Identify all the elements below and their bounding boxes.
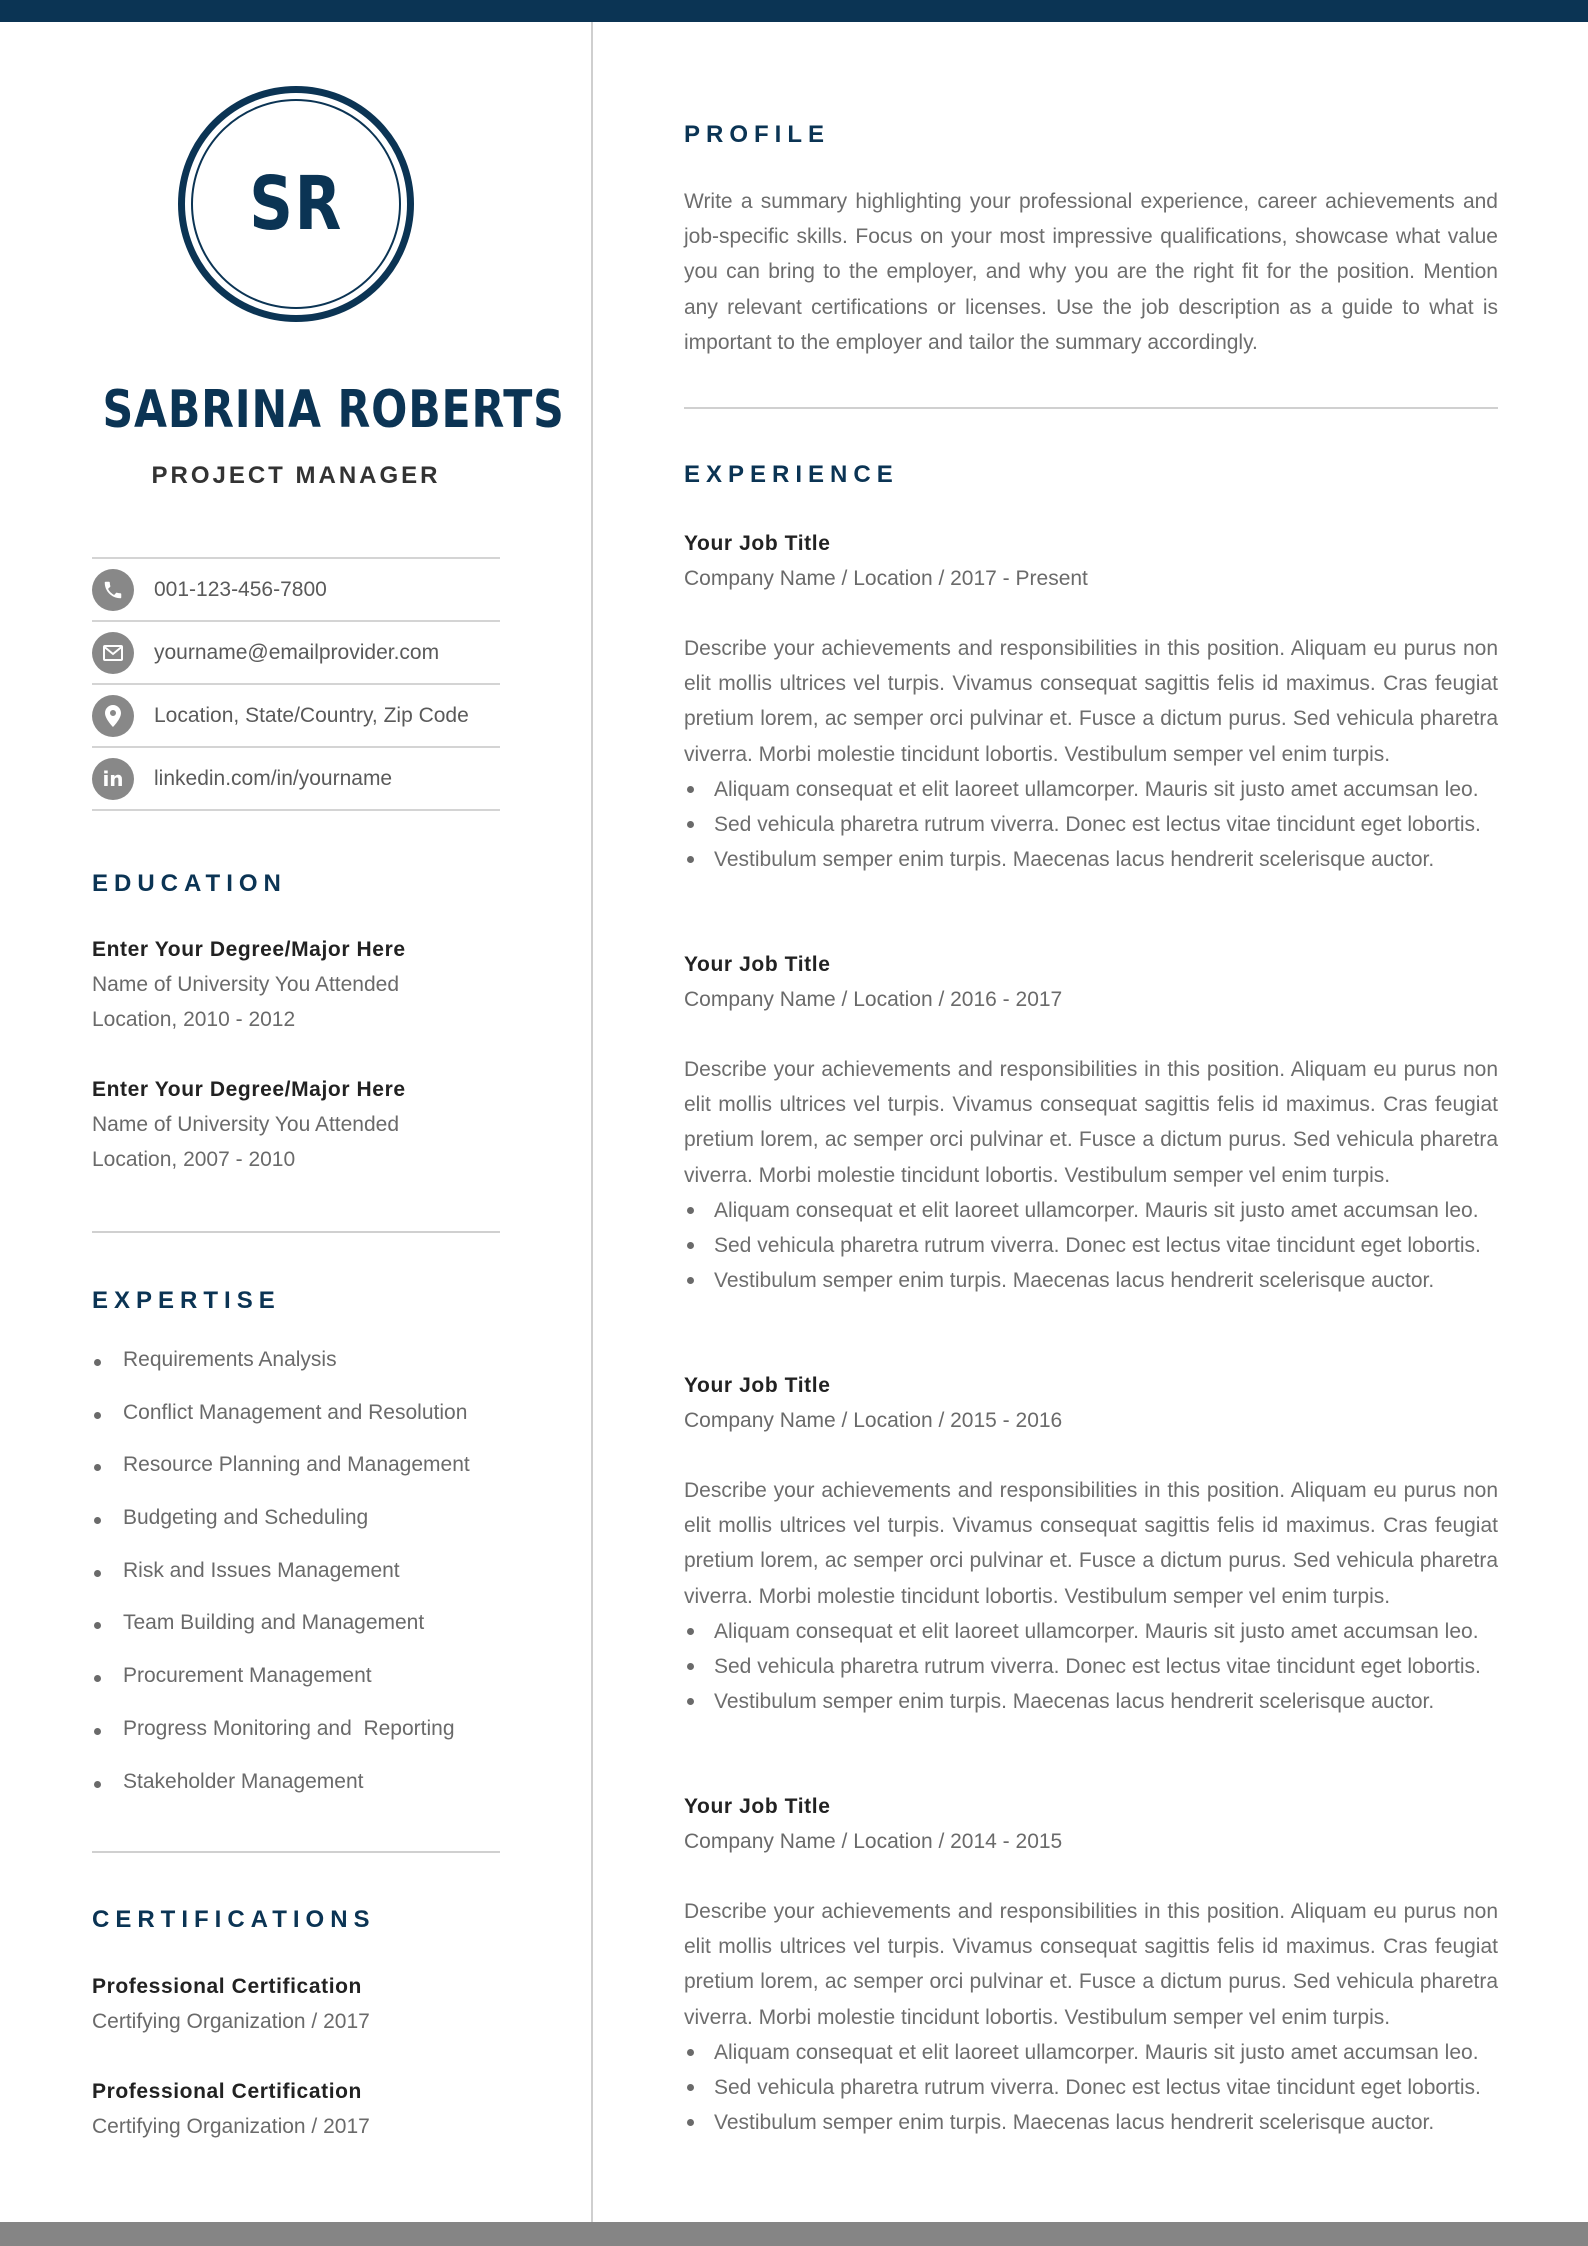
expertise-list [92,1348,470,1822]
job-company: Company Name / Location / 2017 - Present [684,567,1088,590]
bullet-dot [94,1464,101,1471]
bullet-dot [94,1517,101,1524]
contact-location-text: Location, State/Country, Zip Code [154,703,469,727]
certification-name-2: Professional Certification [92,2080,362,2103]
bullet-dot [687,2119,694,2126]
bullet-dot [94,1728,101,1735]
certification-org-1: Certifying Organization / 2017 [92,2010,370,2033]
experience-heading: EXPERIENCE [684,461,899,488]
job-bullet-text: Sed vehicula pharetra rutrum viverra. Donec est lectus vitae tincidunt eget lobortis. [714,2076,1481,2100]
bullet-dot [687,1628,694,1635]
candidate-title: PROJECT MANAGER [151,462,441,489]
candidate-name: SABRINA ROBERTS [102,380,565,440]
monogram-inner-ring [191,99,401,309]
job-bullet-text: Aliquam consequat et elit laoreet ullamcorper. Mauris sit justo amet accumsan leo. [714,2040,1479,2064]
expertise-item-text: Procurement Management [123,1664,372,1688]
expertise-heading: EXPERTISE [92,1287,281,1314]
bullet-dot [687,1242,694,1249]
bullet-dot [94,1359,101,1366]
bullet-dot [687,786,694,793]
job-title: Your Job Title [684,1795,831,1818]
job-bullet-text: Vestibulum semper enim turpis. Maecenas lacus hendrerit scelerisque auctor. [714,1690,1435,1714]
job-bullet [684,1193,1498,1228]
job-bullet-text: Vestibulum semper enim turpis. Maecenas lacus hendrerit scelerisque auctor. [714,2111,1435,2135]
job-bullet-text: Sed vehicula pharetra rutrum viverra. Donec est lectus vitae tincidunt eget lobortis. [714,1655,1481,1679]
education-degree-2: Enter Your Degree/Major Here [92,1078,406,1101]
bullet-dot [94,1412,101,1419]
expertise-item-text: Resource Planning and Management [123,1453,470,1477]
contact-list [92,557,500,811]
education-heading: EDUCATION [92,870,287,897]
job-bullet-text: Aliquam consequat et elit laoreet ullamcorper. Mauris sit justo amet accumsan leo. [714,1198,1479,1222]
job-bullet [684,1228,1498,1263]
job-title: Your Job Title [684,1374,831,1397]
contact-location [92,685,500,748]
job-bullet [684,1614,1498,1649]
linkedin-icon [92,758,134,800]
expertise-item [92,1717,470,1770]
contact-email-text: yourname@emailprovider.com [154,640,440,664]
education-location-2: Location, 2007 - 2010 [92,1148,296,1171]
divider-expertise [92,1851,500,1853]
monogram-initials: SR [249,161,343,247]
expertise-item [92,1401,470,1454]
job-company: Company Name / Location / 2015 - 2016 [684,1409,1063,1432]
job-bullet-text: Aliquam consequat et elit laoreet ullamcorper. Mauris sit justo amet accumsan leo. [714,777,1479,801]
job-bullet-text: Sed vehicula pharetra rutrum viverra. Donec est lectus vitae tincidunt eget lobortis. [714,1234,1481,1258]
job-company: Company Name / Location / 2014 - 2015 [684,1830,1063,1853]
bullet-dot [687,856,694,863]
job-bullet-text: Vestibulum semper enim turpis. Maecenas lacus hendrerit scelerisque auctor. [714,1269,1435,1293]
expertise-item-text: Team Building and Management [123,1611,425,1635]
job-description: Describe your achievements and responsibilities in this position. Aliquam eu purus non elit mollis ultrices vel turpis. Vivamus consequat sagittis felis id maximus. Cras feugiat pretium lorem, ac semper orci pulvinar et. Fusce a dictum purus. Sed vehicula pharetra viverra. Morbi molestie tincidunt lobortis. Vestibulum semper vel enim turpis. [684,1058,1498,1187]
expertise-item-text: Progress Monitoring and Reporting [123,1716,455,1740]
bullet-dot [687,1663,694,1670]
profile-heading: PROFILE [684,121,831,148]
job-bullet [684,1263,1498,1298]
job-bullet [684,1684,1498,1719]
phone-icon [92,569,134,611]
expertise-item [92,1611,470,1664]
job-bullet [684,842,1498,877]
divider-profile [684,407,1498,409]
job-description: Describe your achievements and responsibilities in this position. Aliquam eu purus non elit mollis ultrices vel turpis. Vivamus consequat sagittis felis id maximus. Cras feugiat pretium lorem, ac semper orci pulvinar et. Fusce a dictum purus. Sed vehicula pharetra viverra. Morbi molestie tincidunt lobortis. Vestibulum semper vel enim turpis. [684,1900,1498,2029]
expertise-item-text: Conflict Management and Resolution [123,1400,468,1424]
column-divider [591,22,593,2222]
job-entry-2 [684,947,1498,1298]
profile-summary: Write a summary highlighting your professional experience, career achievements and job-specific skills. Focus on your most impressive qualifications, showcase what value you can bring to the employer, and why you are the right fit for the position. Mention any relevant certifications or licenses. Use the job description as a guide to what is important to the employer and tailor the summary accordingly. [684,190,1498,354]
bullet-dot [687,1698,694,1705]
top-accent-bar [0,0,1588,22]
certifications-heading: CERTIFICATIONS [92,1906,376,1933]
contact-linkedin-text: linkedin.com/in/yourname [154,766,393,790]
bottom-accent-bar [0,2222,1588,2246]
job-entry-1 [684,526,1498,877]
job-bullet [684,772,1498,807]
job-bullet [684,807,1498,842]
job-bullet [684,2035,1498,2070]
linkedin-icon-glyph: in [102,766,124,791]
expertise-item [92,1664,470,1717]
job-title: Your Job Title [684,953,831,976]
education-school-2: Name of University You Attended [92,1113,400,1136]
contact-email [92,622,500,685]
job-description: Describe your achievements and responsibilities in this position. Aliquam eu purus non elit mollis ultrices vel turpis. Vivamus consequat sagittis felis id maximus. Cras feugiat pretium lorem, ac semper orci pulvinar et. Fusce a dictum purus. Sed vehicula pharetra viverra. Morbi molestie tincidunt lobortis. Vestibulum semper vel enim turpis. [684,1479,1498,1608]
job-bullet [684,2070,1498,2105]
expertise-item [92,1453,470,1506]
job-bullet-list [684,1614,1498,1720]
job-bullet-list [684,772,1498,878]
job-bullet-list [684,2035,1498,2141]
bullet-dot [94,1622,101,1629]
expertise-item [92,1770,470,1823]
divider-education [92,1231,500,1233]
expertise-item [92,1506,470,1559]
job-bullet [684,2105,1498,2140]
expertise-item [92,1348,470,1401]
job-bullet-text: Vestibulum semper enim turpis. Maecenas lacus hendrerit scelerisque auctor. [714,848,1435,872]
education-location-1: Location, 2010 - 2012 [92,1008,296,1031]
job-entry-3 [684,1368,1498,1719]
bullet-dot [687,821,694,828]
bullet-dot [687,1277,694,1284]
bullet-dot [94,1675,101,1682]
expertise-item-text: Stakeholder Management [123,1769,364,1793]
job-entry-4 [684,1789,1498,2140]
bullet-dot [687,1207,694,1214]
expertise-item-text: Budgeting and Scheduling [123,1506,369,1530]
job-company: Company Name / Location / 2016 - 2017 [684,988,1063,1011]
contact-phone-text: 001-123-456-7800 [154,577,327,601]
certification-org-2: Certifying Organization / 2017 [92,2115,370,2138]
bullet-dot [94,1570,101,1577]
envelope-icon [92,632,134,674]
bullet-dot [94,1781,101,1788]
job-title: Your Job Title [684,532,831,555]
job-bullet [684,1649,1498,1684]
expertise-item-text: Risk and Issues Management [123,1558,400,1582]
education-degree-1: Enter Your Degree/Major Here [92,938,406,961]
job-bullet-text: Aliquam consequat et elit laoreet ullamcorper. Mauris sit justo amet accumsan leo. [714,1619,1479,1643]
bullet-dot [687,2084,694,2091]
contact-phone [92,559,500,622]
certification-name-1: Professional Certification [92,1975,362,1998]
education-school-1: Name of University You Attended [92,973,400,996]
bullet-dot [687,2049,694,2056]
monogram-badge [178,86,414,322]
job-bullet-list [684,1193,1498,1299]
location-pin-icon [92,695,134,737]
expertise-item-text: Requirements Analysis [123,1348,337,1371]
contact-linkedin [92,748,500,811]
job-description: Describe your achievements and responsibilities in this position. Aliquam eu purus non elit mollis ultrices vel turpis. Vivamus consequat sagittis felis id maximus. Cras feugiat pretium lorem, ac semper orci pulvinar et. Fusce a dictum purus. Sed vehicula pharetra viverra. Morbi molestie tincidunt lobortis. Vestibulum semper vel enim turpis. [684,637,1498,766]
expertise-item [92,1559,470,1612]
job-bullet-text: Sed vehicula pharetra rutrum viverra. Donec est lectus vitae tincidunt eget lobortis. [714,813,1481,837]
